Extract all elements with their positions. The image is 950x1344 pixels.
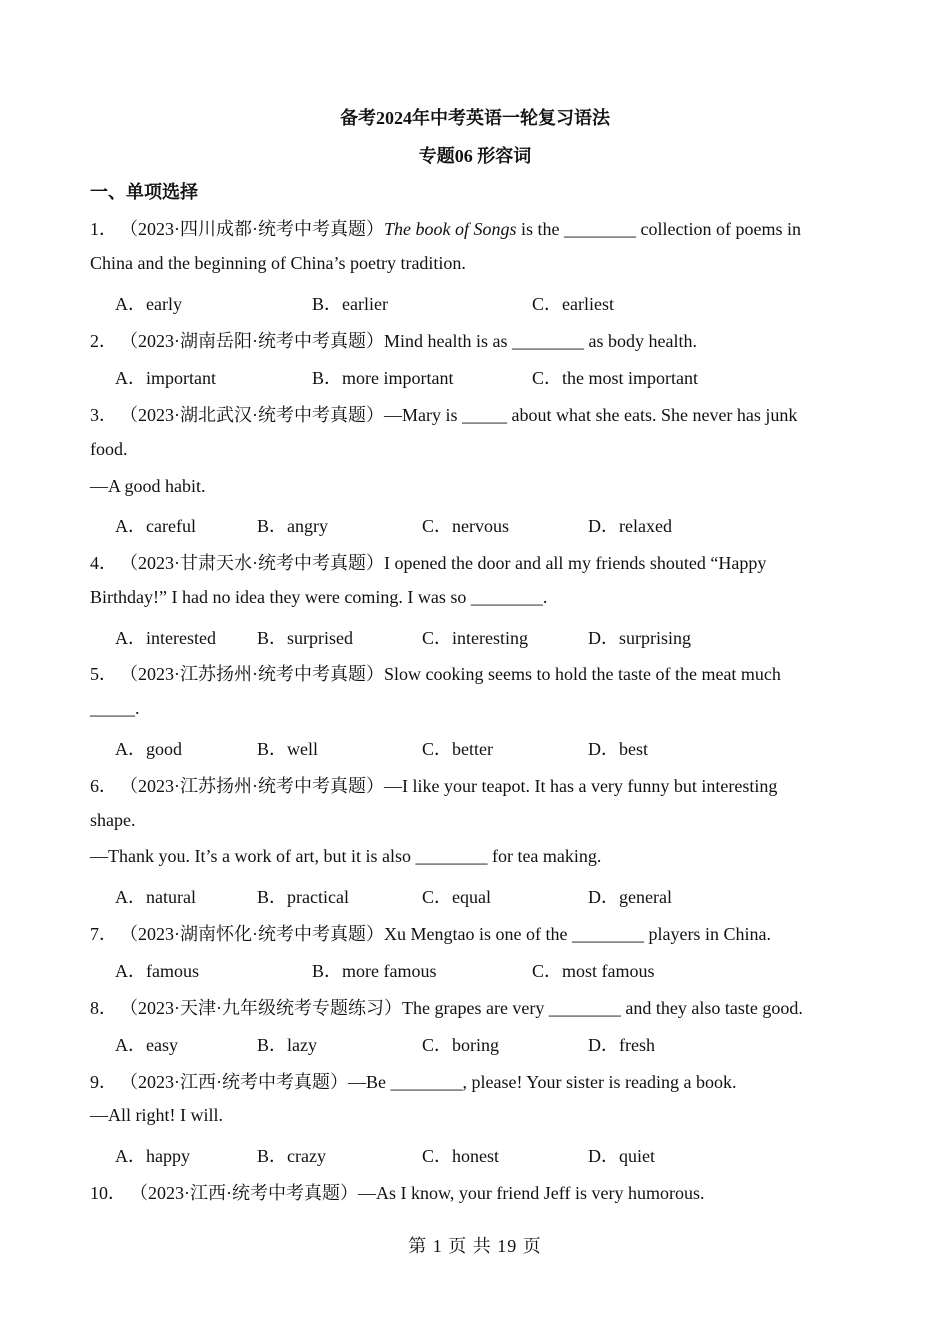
question-stem: Mind health is as ________ as body health. — [384, 331, 697, 351]
question-source: （2023·湖南怀化·统考中考真题） — [120, 924, 384, 944]
question-source: （2023·湖南岳阳·统考中考真题） — [120, 331, 384, 351]
question-1 — [90, 215, 860, 241]
question-number: 8． — [90, 998, 117, 1018]
question-stem-continued: food. — [90, 439, 128, 459]
question-stem-continued: _____. — [90, 698, 140, 718]
question-source: （2023·四川成都·统考中考真题） — [120, 219, 384, 239]
question-number: 3． — [90, 405, 117, 425]
document-title: 备考2024年中考英语一轮复习语法 — [340, 108, 610, 128]
option-d[interactable]: D．relaxed — [588, 516, 672, 536]
question-stem-continued: China and the beginning of China’s poetry tradition. — [90, 253, 466, 273]
page-footer: 第 1 页 共 19 页 — [408, 1236, 542, 1256]
option-d[interactable]: D．fresh — [588, 1035, 655, 1055]
dialogue-reply: —Thank you. It’s a work of art, but it is also ________ for tea making. — [90, 846, 602, 866]
question-stem: Xu Mengtao is one of the ________ players in China. — [384, 924, 771, 944]
option-a[interactable]: A．careful — [115, 516, 196, 536]
question-8 — [90, 994, 860, 1020]
option-c[interactable]: C．earliest — [532, 294, 614, 314]
document-subtitle: 专题06 形容词 — [418, 146, 532, 166]
option-b[interactable]: B．surprised — [257, 628, 353, 648]
option-c[interactable]: C．nervous — [422, 516, 509, 536]
question-stem-continued: shape. — [90, 810, 136, 830]
question-2 — [90, 327, 860, 353]
question-4 — [90, 549, 860, 575]
question-number: 2． — [90, 331, 117, 351]
question-stem: —As I know, your friend Jeff is very humorous. — [358, 1183, 705, 1203]
question-number: 10． — [90, 1183, 126, 1203]
option-d[interactable]: D．quiet — [588, 1146, 655, 1166]
dialogue-reply: —A good habit. — [90, 476, 206, 496]
question-number: 1． — [90, 219, 117, 239]
option-a[interactable]: A．interested — [115, 628, 216, 648]
question-stem: —Be ________, please! Your sister is reading a book. — [348, 1072, 737, 1092]
question-3 — [90, 401, 860, 427]
option-a[interactable]: A．early — [115, 294, 182, 314]
option-d[interactable]: D．surprising — [588, 628, 691, 648]
option-c[interactable]: C．interesting — [422, 628, 528, 648]
option-b[interactable]: B．more important — [312, 368, 454, 388]
question-9 — [90, 1068, 860, 1094]
question-stem: The grapes are very ________ and they also taste good. — [402, 998, 803, 1018]
question-10 — [90, 1179, 860, 1205]
option-b[interactable]: B．well — [257, 739, 318, 759]
option-b[interactable]: B．crazy — [257, 1146, 326, 1166]
option-b[interactable]: B．practical — [257, 887, 349, 907]
question-number: 7． — [90, 924, 117, 944]
option-d[interactable]: D．general — [588, 887, 672, 907]
option-c[interactable]: C．the most important — [532, 368, 698, 388]
option-a[interactable]: A．easy — [115, 1035, 178, 1055]
question-source: （2023·甘肃天水·统考中考真题） — [120, 553, 384, 573]
option-a[interactable]: A．good — [115, 739, 182, 759]
question-source: （2023·江苏扬州·统考中考真题） — [120, 776, 384, 796]
question-source: （2023·江西·统考中考真题） — [120, 1072, 348, 1092]
question-stem: Slow cooking seems to hold the taste of the meat much — [384, 664, 781, 684]
question-source: （2023·江苏扬州·统考中考真题） — [120, 664, 384, 684]
question-7 — [90, 920, 860, 946]
option-c[interactable]: C．boring — [422, 1035, 500, 1055]
option-d[interactable]: D．best — [588, 739, 648, 759]
question-number: 6． — [90, 776, 117, 796]
question-number: 9． — [90, 1072, 117, 1092]
section-heading: 一、单项选择 — [90, 182, 198, 202]
option-b[interactable]: B．lazy — [257, 1035, 317, 1055]
option-b[interactable]: B．angry — [257, 516, 328, 536]
question-source: （2023·江西·统考中考真题） — [130, 1183, 358, 1203]
dialogue-reply: —All right! I will. — [90, 1105, 223, 1125]
option-c[interactable]: C．most famous — [532, 961, 655, 981]
question-6 — [90, 772, 860, 798]
option-c[interactable]: C．equal — [422, 887, 491, 907]
question-source: （2023·湖北武汉·统考中考真题） — [120, 405, 384, 425]
option-a[interactable]: A．famous — [115, 961, 199, 981]
question-5 — [90, 660, 860, 686]
option-b[interactable]: B．more famous — [312, 961, 437, 981]
question-number: 5． — [90, 664, 117, 684]
option-a[interactable]: A．happy — [115, 1146, 190, 1166]
option-c[interactable]: C．better — [422, 739, 493, 759]
question-stem-continued: Birthday!” I had no idea they were coming. I was so ________. — [90, 587, 548, 607]
question-stem: is the ________ collection of poems in — [516, 219, 801, 239]
option-b[interactable]: B．earlier — [312, 294, 388, 314]
option-a[interactable]: A．natural — [115, 887, 196, 907]
question-source: （2023·天津·九年级统考专题练习） — [120, 998, 402, 1018]
book-title: The book of Songs — [384, 219, 517, 239]
question-number: 4． — [90, 553, 117, 573]
option-c[interactable]: C．honest — [422, 1146, 500, 1166]
question-stem: I opened the door and all my friends shouted “Happy — [384, 553, 767, 573]
question-stem: —Mary is _____ about what she eats. She never has junk — [384, 405, 798, 425]
question-stem: —I like your teapot. It has a very funny but interesting — [384, 776, 778, 796]
option-a[interactable]: A．important — [115, 368, 216, 388]
